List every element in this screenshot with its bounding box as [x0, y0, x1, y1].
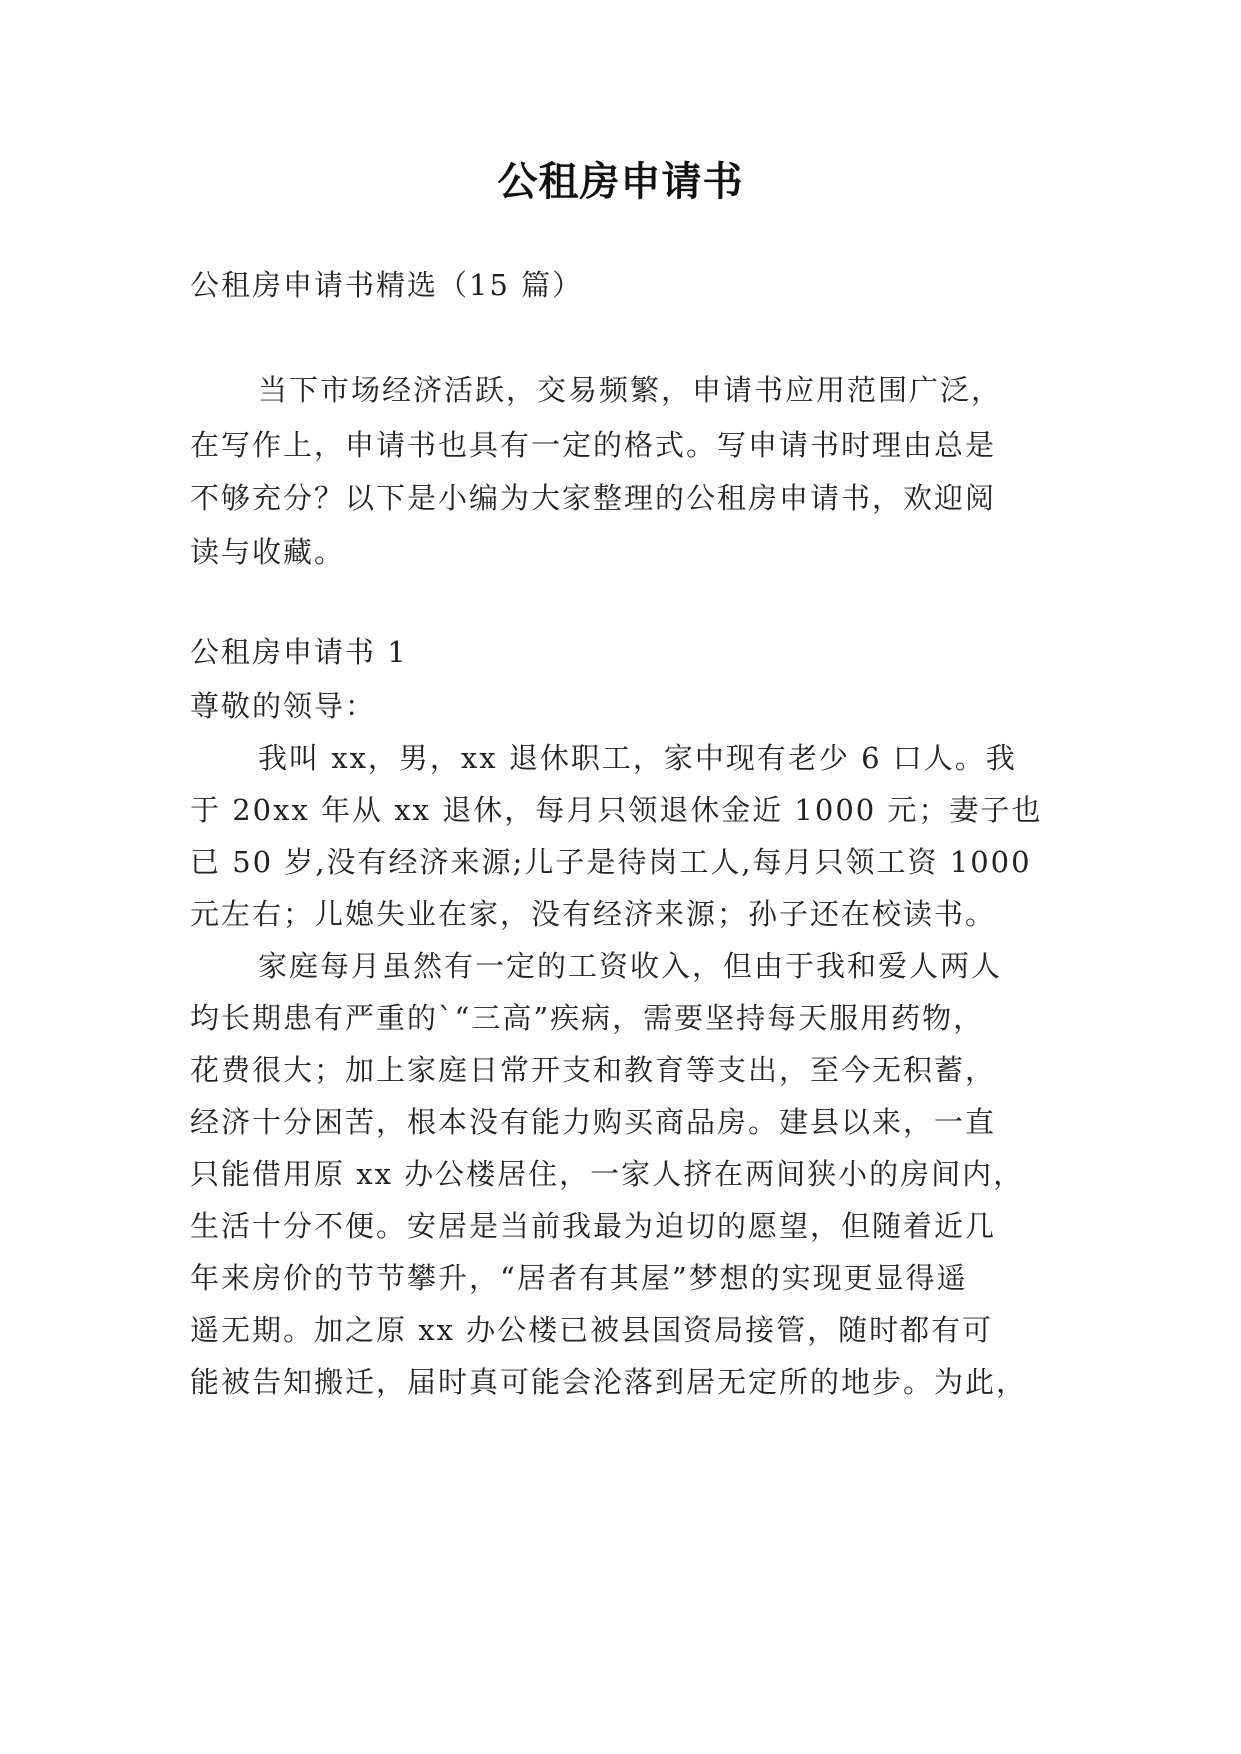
salutation: 尊敬的领导：: [190, 689, 377, 723]
intro-line: 读与收藏。: [190, 535, 346, 569]
paragraph-line: 年来房价的节节攀升，“居者有其屋”梦想的实现更显得遥: [190, 1261, 968, 1295]
paragraph-line: 家庭每月虽然有一定的工资收入，但由于我和爱人两人: [258, 949, 1003, 983]
intro-line: 当下市场经济活跃，交易频繁，申请书应用范围广泛，: [258, 373, 1003, 407]
paragraph-line: 生活十分不便。安居是当前我最为迫切的愿望，但随着近几: [190, 1209, 997, 1243]
paragraph-line: 已 50 岁,没有经济来源;儿子是待岗工人,每月只领工资 1000: [190, 845, 1032, 879]
paragraph-line: 元左右；儿媳失业在家，没有经济来源；孙子还在校读书。: [190, 897, 997, 931]
document-subtitle: 公租房申请书精选（15 篇）: [190, 268, 584, 302]
paragraph-line: 遥无期。加之原 xx 办公楼已被县国资局接管，随时都有可: [190, 1313, 994, 1347]
section-heading: 公租房申请书 1: [190, 635, 408, 669]
paragraph-line: 经济十分困苦，根本没有能力购买商品房。建县以来，一直: [190, 1105, 997, 1139]
paragraph-line: 均长期患有严重的`“三高”疾病，需要坚持每天服用药物，: [190, 1001, 985, 1035]
paragraph-line: 花费很大；加上家庭日常开支和教育等支出，至今无积蓄，: [190, 1053, 997, 1087]
intro-line: 在写作上，申请书也具有一定的格式。写申请书时理由总是: [190, 428, 997, 462]
paragraph-line: 能被告知搬迁，届时真可能会沦落到居无定所的地步。为此，: [190, 1365, 1028, 1399]
paragraph-line: 于 20xx 年从 xx 退休，每月只领退休金近 1000 元；妻子也: [190, 793, 1043, 827]
document-title: 公租房申请书: [497, 159, 744, 205]
paragraph-line: 我叫 xx，男，xx 退休职工，家中现有老少 6 口人。我: [258, 741, 1017, 775]
paragraph-line: 只能借用原 xx 办公楼居住，一家人挤在两间狭小的房间内，: [190, 1157, 1025, 1191]
intro-line: 不够充分？以下是小编为大家整理的公租房申请书，欢迎阅: [190, 481, 997, 515]
